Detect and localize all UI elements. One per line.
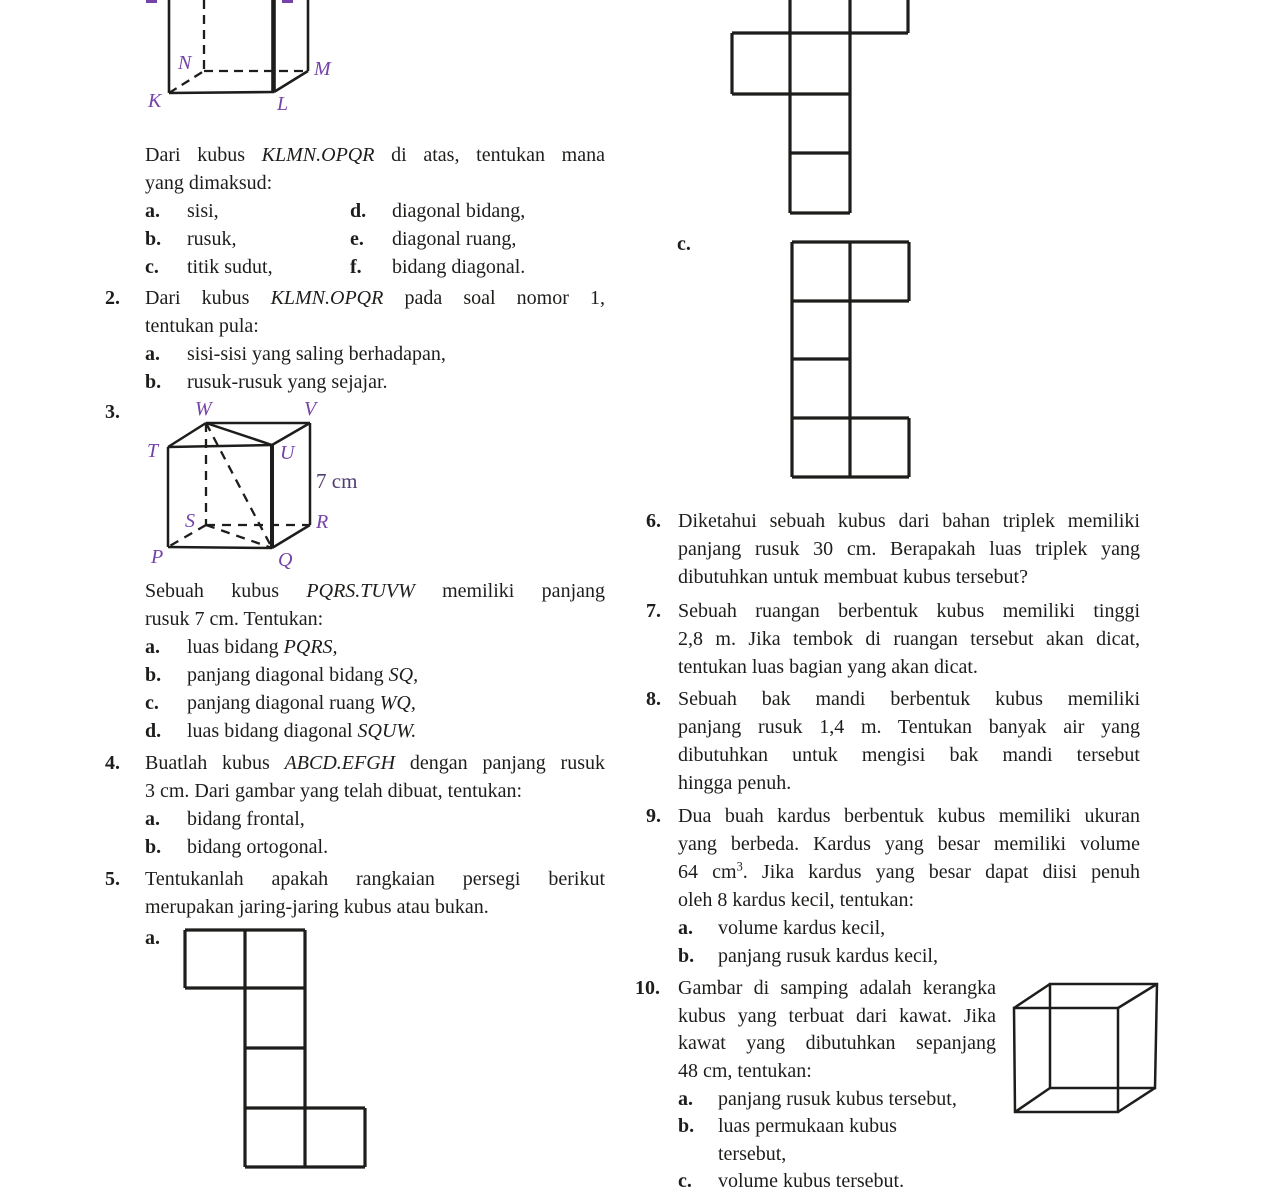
vertex-label-t: T bbox=[147, 440, 159, 462]
question-5-number: 5. bbox=[105, 868, 120, 890]
question-2-b-label: b. bbox=[145, 371, 162, 393]
vertex-label-w: W bbox=[195, 398, 212, 420]
question-4-b-label: b. bbox=[145, 836, 162, 858]
question-10-b-label: b. bbox=[678, 1115, 695, 1137]
question-9-a-label: a. bbox=[678, 917, 693, 939]
net-figure-b bbox=[725, 0, 915, 218]
question-2-number: 2. bbox=[105, 287, 120, 309]
question-3-number: 3. bbox=[105, 401, 120, 423]
question-10-line-4: 48 cm, tentukan: bbox=[678, 1060, 812, 1082]
vertex-label-q: Q bbox=[278, 549, 293, 571]
question-3-line-1: Sebuah kubus PQRS.TUVW memiliki panjang bbox=[145, 580, 605, 602]
question-9-number: 9. bbox=[646, 805, 661, 827]
question-4-a-label: a. bbox=[145, 808, 160, 830]
question-9-line-1: Dua buah kardus berbentuk kubus memiliki ukuran bbox=[678, 805, 1140, 827]
question-3-c-label: c. bbox=[145, 692, 159, 714]
vertex-label-s: S bbox=[185, 510, 195, 532]
question-9-a-text: volume kardus kecil, bbox=[718, 917, 886, 939]
question-10-b-text: luas permukaan kubus bbox=[718, 1115, 897, 1137]
vertex-label-m: M bbox=[314, 58, 331, 80]
question-8-line-4: hingga penuh. bbox=[678, 772, 792, 794]
net-c-label: c. bbox=[677, 233, 691, 255]
question-2-line-2: tentukan pula: bbox=[145, 315, 259, 337]
question-2-b-text: rusuk-rusuk yang sejajar. bbox=[187, 371, 388, 393]
question-9-b-label: b. bbox=[678, 945, 695, 967]
question-9-line-3: 64 $cm^3$. Jika kardus yang besar dapat diisi penuh bbox=[678, 859, 1140, 883]
option-d-text: diagonal bidang, bbox=[392, 200, 526, 222]
question-2-line-1: Dari kubus KLMN.OPQR pada soal nomor 1, bbox=[145, 287, 606, 309]
question-8-number: 8. bbox=[646, 688, 661, 710]
option-b-text: rusuk, bbox=[187, 228, 237, 250]
question-3-line-2: rusuk 7 cm. Tentukan: bbox=[145, 608, 324, 630]
option-b-label: b. bbox=[145, 228, 162, 250]
question-7-number: 7. bbox=[646, 600, 661, 622]
question-3-d-label: d. bbox=[145, 720, 162, 742]
question-10-number: 10. bbox=[635, 977, 660, 999]
question-3-a-label: a. bbox=[145, 636, 160, 658]
question-8-line-2: panjang rusuk 1,4 m. Tentukan banyak air yang bbox=[678, 716, 1140, 738]
question-10-line-1: Gambar di samping adalah kerangka bbox=[678, 977, 996, 999]
question-4-line-1: Buatlah kubus ABCD.EFGH dengan panjang rusuk bbox=[145, 752, 605, 774]
vertex-label-r: R bbox=[316, 511, 329, 533]
question-6-line-1: Diketahui sebuah kubus dari bahan triplek memiliki bbox=[678, 510, 1140, 532]
vertex-label-n: N bbox=[178, 52, 192, 74]
question-2-a-label: a. bbox=[145, 343, 160, 365]
option-d-label: d. bbox=[350, 200, 367, 222]
wireframe-cube-figure bbox=[1005, 975, 1170, 1125]
question-3-b-text: panjang diagonal bidang SQ, bbox=[187, 664, 419, 686]
question-8-line-1: Sebuah bak mandi berbentuk kubus memiliki bbox=[678, 688, 1140, 710]
question-10-line-3: kawat yang dibutuhkan sepanjang bbox=[678, 1032, 996, 1054]
question-6-line-2: panjang rusuk 30 cm. Berapakah luas triplek yang bbox=[678, 538, 1140, 560]
question-2-a-text: sisi-sisi yang saling berhadapan, bbox=[187, 343, 446, 365]
vertex-label-l: L bbox=[277, 93, 289, 115]
option-a-text: sisi, bbox=[187, 200, 219, 222]
question-10-line-2: kubus yang terbuat dari kawat. Jika bbox=[678, 1005, 996, 1027]
question-10-a-label: a. bbox=[678, 1088, 693, 1110]
vertex-label-v: V bbox=[304, 398, 317, 420]
question-10-c-text: volume kubus tersebut. bbox=[718, 1170, 905, 1192]
question-3-a-text: luas bidang PQRS, bbox=[187, 636, 338, 658]
question-7-line-1: Sebuah ruangan berbentuk kubus memiliki tinggi bbox=[678, 600, 1140, 622]
question-7-line-2: 2,8 m. Jika tembok di ruangan tersebut akan dicat, bbox=[678, 628, 1140, 650]
option-e-label: e. bbox=[350, 228, 364, 250]
question-10-a-text: panjang rusuk kubus tersebut, bbox=[718, 1088, 957, 1110]
question-3-b-label: b. bbox=[145, 664, 162, 686]
edge-measure-label: 7 cm bbox=[316, 469, 358, 493]
question-1-line-1: Dari kubus KLMN.OPQR di atas, tentukan mana bbox=[145, 144, 605, 166]
question-10-c-label: c. bbox=[678, 1170, 692, 1192]
question-3-c-text: panjang diagonal ruang WQ, bbox=[187, 692, 416, 714]
net-figure-c bbox=[785, 235, 920, 485]
question-5-line-2: merupakan jaring-jaring kubus atau bukan. bbox=[145, 896, 489, 918]
question-1-line-2: yang dimaksud: bbox=[145, 172, 273, 194]
question-9-line-4: oleh 8 kardus kecil, tentukan: bbox=[678, 889, 915, 911]
option-f-text: bidang diagonal. bbox=[392, 256, 526, 278]
cube-figure-klmn bbox=[130, 0, 340, 118]
net-figure-a bbox=[180, 925, 375, 1175]
question-9-b-text: panjang rusuk kardus kecil, bbox=[718, 945, 938, 967]
question-4-line-2: 3 cm. Dari gambar yang telah dibuat, tentukan: bbox=[145, 780, 523, 802]
question-6-line-3: dibutuhkan untuk membuat kubus tersebut? bbox=[678, 566, 1028, 588]
vertex-label-p: P bbox=[151, 546, 164, 568]
question-6-number: 6. bbox=[646, 510, 661, 532]
option-f-label: f. bbox=[350, 256, 362, 278]
option-a-label: a. bbox=[145, 200, 160, 222]
option-e-text: diagonal ruang, bbox=[392, 228, 517, 250]
vertex-label-u: U bbox=[280, 442, 295, 464]
net-a-label: a. bbox=[145, 927, 160, 949]
cube-figure-pqrs bbox=[140, 397, 380, 577]
question-7-line-3: tentukan luas bagian yang akan dicat. bbox=[678, 656, 978, 678]
question-5-line-1: Tentukanlah apakah rangkaian persegi berikut bbox=[145, 868, 605, 890]
question-9-line-2: yang berbeda. Kardus yang besar memiliki volume bbox=[678, 833, 1140, 855]
vertex-label-k: K bbox=[148, 90, 162, 112]
question-4-number: 4. bbox=[105, 752, 120, 774]
option-c-text: titik sudut, bbox=[187, 256, 273, 278]
question-10-b-text-2: tersebut, bbox=[718, 1143, 787, 1165]
question-8-line-3: dibutuhkan untuk mengisi bak mandi tersebut bbox=[678, 744, 1140, 766]
option-c-label: c. bbox=[145, 256, 159, 278]
question-4-b-text: bidang ortogonal. bbox=[187, 836, 329, 858]
question-4-a-text: bidang frontal, bbox=[187, 808, 305, 830]
question-3-d-text: luas bidang diagonal SQUW. bbox=[187, 720, 417, 742]
